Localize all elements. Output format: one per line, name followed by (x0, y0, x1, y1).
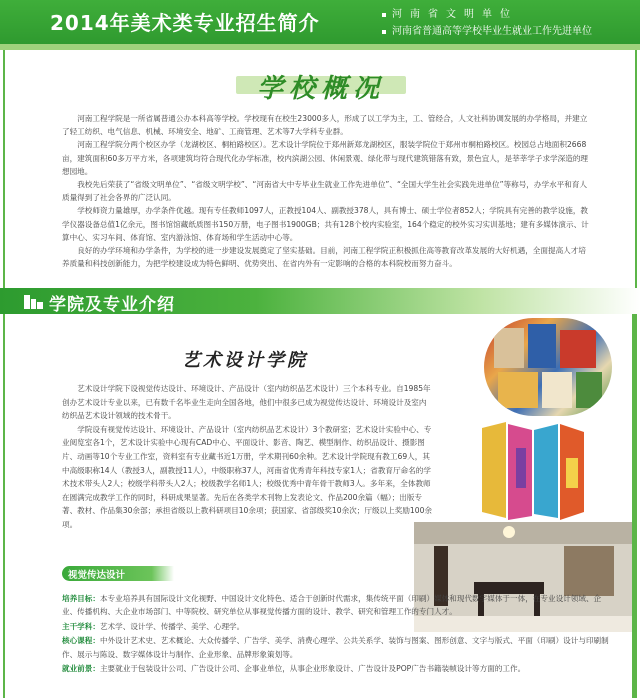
major-item (62, 620, 612, 633)
major-item-label: 核心课程： (62, 636, 100, 646)
major-item-label: 就业前景： (62, 664, 100, 674)
major-item-text: 主要就业于包装设计公司、广告设计公司、企事业单位，从事企业形象设计、广告设计及POP广告书籍装帧设计等方面的工作。 (99, 664, 526, 674)
header-accent-bar (0, 44, 640, 50)
department-title: 艺术设计学院 (182, 350, 308, 371)
major-item-label: 培养目标： (62, 594, 100, 603)
building-blocks-icon (24, 293, 44, 309)
honor-row-1 (382, 6, 632, 23)
school-intro (62, 112, 592, 270)
intro-paragraph: 河南工程学院分两个校区办学（龙湖校区、桐柏路校区）。艺术设计学院位于郑州新郑龙湖校区，服装学院位于郑州市桐柏路校区。校园总占地面积2668亩，建筑面积60多万平方米，各项建筑均符合现代化办学标准，校内滨湖公园、休闲景观、绿化带与现代建筑错落有致，景色宜人，是莘莘学子求学深造的理想园地。 (62, 140, 589, 176)
intro-paragraph: 河南工程学院是一所省属普通公办本科高等学校。学校现有在校生23000多人，形成了以工学为主，工、管经合，人文社科协调发展的办学格局，并建立了轻工纺织、电气信息、机械、环境安全、地矿、工商管理、艺术等7大学科专业群。 (62, 114, 588, 137)
honor-1: 河南省文明单位 (392, 9, 518, 20)
major-item (62, 662, 612, 675)
bullet-icon (382, 13, 386, 17)
honors-block (382, 6, 632, 40)
department-paragraph: 学院设有视觉传达设计、环境设计、产品设计（室内纺织品艺术设计）3个教研室；艺术设计实验中心、专业阅览室各1个，艺术设计实验中心现有CAD中心、平面设计、影音、陶艺、模型制作、纺织品设计、摄影图片、动画等10个专业工作室，资料室有专业藏书近1万册，学术期刊60余种。艺术设计学院现有教工69人，其中高级职称14人（教授3人，副教授11人），中级职称37人，河南省优秀青年科技专家1人；省教育厅命名的学术技术带头人2人；校级学科带头人2人；校级教学名师1人；校级优秀中青年骨干教师3人。多年来，全体教师在圆满完成教学工作的同时，科研成果显著。先后在各类学术刊物上发表论文、作品200余篇（幅）；出版专著、教材、作品集30余部；承担省级以上教科研项目10余项；获国家、省部级奖10余次；厅级以上奖励100余项。 (62, 424, 433, 529)
intro-paragraph: 我校先后荣获了“省级文明单位”、“省级文明学校”、“河南省大中专毕业生就业工作先进单位”、“全国大学生社会实践先进单位”等称号，办学水平和育人质量得到了社会各界的广泛认同。 (62, 180, 588, 203)
major-title: 视觉传达设计 (68, 570, 126, 581)
major-item-text: 本专业培养具有国际设计文化视野、中国设计文化特色、适合于创新时代需求，集传统平面（印刷）媒体和现代数字媒体于一体，在专业设计领域、企业、传播机构、大企业市场部门、中等院校、研究单位从事视觉传播方面的设计、教学、研究和管理工作的专门人才。 (62, 594, 602, 617)
major-item (62, 634, 612, 661)
honor-2: 河南省普通高等学校毕业生就业工作先进单位 (392, 26, 592, 37)
department-paragraph: 艺术设计学院下设视觉传达设计、环境设计、产品设计（室内纺织品艺术设计）三个本科专业。自1985年创办艺术设计专业以来，已有数千名毕业生走向全国各地，他们中很多已成为视觉传达设计、环境设计及室内纺织品艺术设计领域的技术骨干。 (62, 384, 431, 421)
left-frame-line (3, 50, 5, 698)
right-frame-line (635, 50, 637, 698)
major-item-text: 中外设计艺术史、艺术概论、大众传播学、广告学、美学、消费心理学、公共关系学、装饰与图案、图形创意、文字与版式、平面（印刷）设计与印刷制作、展示与陈设、数字媒体设计与制作、企业形象、品牌形象策划等。 (62, 636, 609, 659)
honor-row-2 (382, 23, 632, 40)
department-intro (62, 382, 432, 532)
school-overview-heading (236, 68, 406, 104)
section-side-line (632, 314, 635, 698)
color-panels-photo (472, 418, 600, 524)
intro-paragraph: 良好的办学环境和办学条件，为学校的进一步建设发展奠定了坚实基础。目前，河南工程学院正积极抓住高等教育改革发展的大好机遇，全面提高人才培养质量和科技创新能力，为把学校建设成为特色鲜明、优势突出、在省内外有一定影响的合格的本科院校而努力奋斗。 (62, 246, 586, 269)
bullet-icon (382, 30, 386, 34)
section-title: 学院及专业介绍 (49, 295, 175, 315)
page-title: 2014年美术类专业招生简介 (50, 11, 320, 35)
intro-paragraph: 学校师资力量雄厚，办学条件优越。现有专任教师1097人，正教授104人、副教授378人，具有博士、硕士学位者852人；学院具有完善的教学设施，教学仪器设备总值1亿余元，图书馆馆藏纸质图书150万册，电子图书1900GB；共有128个校内实验室，164个稳定的校外实习实训基地；建有多媒体演示、计算中心、实习车间、体育馆、室内游泳馆、体育场和学生活动中心等。 (62, 206, 589, 242)
major-details (62, 592, 612, 676)
major-item-text: 艺术学、设计学、传播学、美学、心理学。 (99, 621, 245, 631)
textile-art-photo (484, 318, 612, 416)
school-overview-title: 学校概况 (256, 74, 385, 104)
major-item (62, 592, 612, 619)
major-item-label: 主干学科： (62, 621, 100, 631)
header-band (0, 0, 640, 44)
